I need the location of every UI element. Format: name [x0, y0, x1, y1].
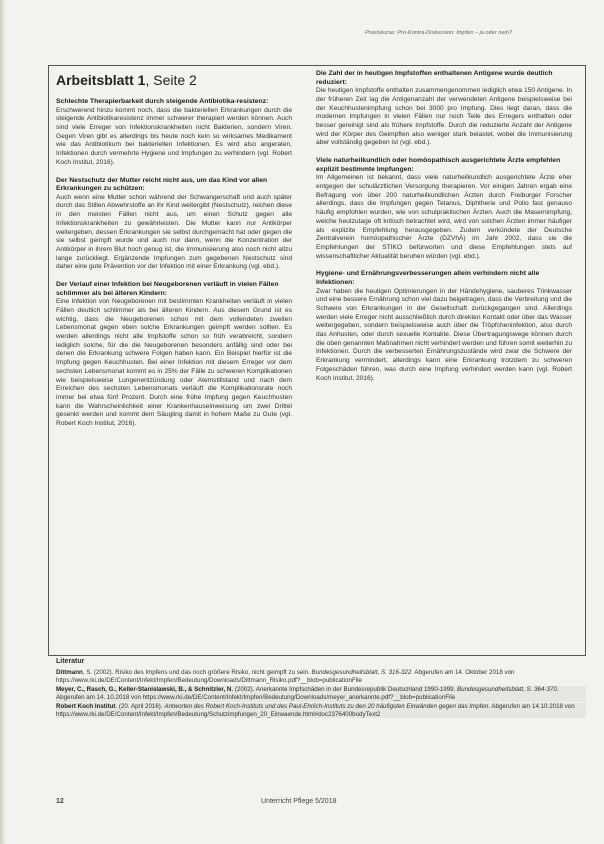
section-text: Erschwerend hinzu kommt noch, dass die bakteriellen Erkrankungen durch die steigende Antibiotikaresistenz immer schwerer therapiert werden können. Auch sind viele Erreger von Infektionskrankheiten nicht Bakterien, sondern Viren. Gegen Viren gibt es allerdings bis heute noch kein so wirksames Medikament wie das Antibiotikum bei bakteriellen Infektionen. Es wird also angeraten, Infektionen durch vermehrte Hygiene und Impfungen zu verhindern (vgl. Robert Koch Institut, 2016). — [56, 106, 292, 166]
reference-text: . (20. April 2016). — [115, 702, 165, 710]
reference-url: Abgerufen am 14. 10.2018 von https://www.rki.de/DE/Content/Infekt/Impfen/Bedeutung/Downloads/meyer_anerkannte.pdf?__blob=publicationFile — [56, 693, 456, 701]
reference-url: Abgerufen am 14.10.2018 von https://www.rki.de/DE/Content/Infekt/Impfen/Bedeutung/Schutzimpfungen_20_Einwaende.html#doc2376400bodyText2 — [56, 702, 575, 718]
reference-url: Abgerufen am 14. Oktober 2018 von https://www.rki.de/DE/Content/Infekt/Impfen/Bedeutung/Downloads/Dittmann_Risiko.pdf?__blob=publicationFile — [56, 669, 515, 684]
right-column — [316, 70, 572, 392]
reference-source: Bundesgesundheitsblatt, S. 316-322. — [311, 669, 413, 676]
reference-source: Bundesgesundheitsblatt, S. 364-370. — [457, 685, 559, 693]
running-head: Praxiskurse: Pro-Kontra-Diskussion: Impfen – ja oder nein? — [364, 30, 512, 36]
section-text: Auch wenn eine Mutter schon während der Schwangerschaft und auch später durch das Stillen Abwehrstoffe an ihr Kind weitergibt (Nestschutz), reichen diese in den meisten Fällen nicht aus, um einen Schutz gegen alle Infektionskrankheiten zu gewährleisten. Die Mutter kann nur Antikörper weitergeben, dessen Erkrankungen sie selbst durchgemacht hat oder gegen die sie selbst geimpft wurde und auch nur dann, wenn die Konzentration der Antikörper in ihrem Blut hoch genug ist, die Immunisierung also noch nicht allzu lange zurückliegt. Ergänzende Impfungen zum gegebenen Nestschutz sind daher eine gute Prävention vor der Infektion mit einer Erkrankung (vgl. ebd.). — [56, 193, 292, 271]
section-hygiene-nutrition — [316, 270, 572, 383]
literature-heading: Literatur — [56, 658, 85, 665]
section-heading: Hygiene- und Ernährungsverbesserungen allein verhindern nicht alle Infektionen: — [316, 270, 540, 286]
literature-section — [56, 658, 586, 719]
worksheet-title-main: Arbeitsblatt 1 — [56, 72, 146, 88]
section-text: Zwar haben die heutigen Optimierungen in der Händehygiene, sauberes Trinkwasser und eine bessere Ernährung schon viel dazu beigetragen, dass die Verbreitung und die Schwere von Erkrankungen in der Gesellschaft zurückgegangen sind. Allerdings werden viele Erreger nicht ausschließlich durch direkten Kontakt oder über das Wasser weitergegeben, sondern beispielsweise auch über die Tröpfcheninfektion, also durch das Anhusten, oder durch sexuelle Kontakte. Diese Übertragungswege können durch die oben genannten Maßnahmen nicht verhindert werden und führen somit weiterhin zu Infektionen. Durch die verbesserten Ernährungszustände wird zwar die Schwere der Erkrankung vermindert, allerdings kann eine Erkrankung trotzdem zu schweren Folgeschäden führen, was durch eine Impfung verhindert werden kann (vgl. Robert Koch Institut, 2016). — [316, 287, 572, 382]
section-newborn-infection — [56, 281, 292, 429]
section-heading: Der Verlauf einer Infektion bei Neugeborenen verläuft in vielen Fällen schlimmer als bei älteren Kindern: — [56, 281, 279, 297]
section-text: Eine Infektion von Neugeborenen mit bestimmten Krankheiten verläuft in vielen Fällen deutlich schlimmer als bei älteren Kindern. Aus diesem Grund ist es wichtig, dass die Neugeborenen schon mit dem vollendeten zweiten Lebensmonat gegen eben solche Erkrankungen geimpft werden sollten. Es werden allerdings nicht alle Impfstoffe schon so früh verabreicht, sondern lediglich solche, für die die Neugeborenen besonders anfällig sind oder bei denen die Erkrankung schwere Folgen haben kann. Ein Beispiel hierfür ist die Impfung gegen Keuchhusten. Bei einer Infektion mit diesem Erreger vor dem sechsten Lebensmonat kommt es in 25% der Fälle zu schweren Komplikationen wie beispielsweise Lungenentzündung oder Atemstillstand und nach dem Erreichen des sechsten Lebensmonats verläuft die Komplikationsrate noch immer bei etwa fünf Prozent. Durch eine frühe Impfung gegen Keuchhusten kann die Wahrscheinlichkeit einer Krankenhauseinweisung um zwei Drittel gesenkt werden und kommt dem Säugling damit in hohem Maße zu Gute (vgl. Robert Koch Institut, 2016). — [56, 298, 292, 428]
worksheet-title-sub: , Seite 2 — [145, 72, 197, 88]
section-heading: Viele naturheilkundlich oder homöopathisch ausgerichtete Ärzte empfehlen explizit bestimmte Impfungen: — [316, 157, 561, 173]
reference-text: , S. (2002). Risiko des Impfens und das noch größere Risiko, nicht geimpft zu sein. — [82, 669, 312, 676]
section-antigen-count — [316, 70, 572, 148]
reference-item — [56, 686, 586, 702]
page-number: 12 — [56, 798, 64, 805]
section-naturopathic-doctors — [316, 157, 572, 261]
reference-source: Antworten des Robert Koch-Instituts und des Paul-Ehrlich-Instituts zu den 20 häufigsten Einwänden gegen das Impfen. — [164, 702, 491, 710]
reference-authors: Robert Koch Institut — [56, 702, 116, 710]
reference-text: (2002). Anerkannte Impfschäden in der Bundesrepublik Deutschland 1990-1999. — [233, 685, 458, 693]
worksheet-title — [56, 72, 292, 88]
reference-item — [56, 669, 586, 685]
scan-edge-shadow — [0, 0, 6, 844]
section-text: Im Allgemeinen ist bekannt, dass viele naturheilkundlich ausgerichtete Ärzte eher entgegen der schulärztlichen Versorgung therapieren. Vor einigen Jahren ergab eine Befragung von über 200 naturheilkundlichen Ärzten durch Freiburger Forscher allerdings, dass die Impfungen gegen Tetanus, Diphtherie und Polio fast genauso häufig empfohlen wurden, wie von schulpraktischen Ärzten. Auch die Masernimpfung, welche heutzutage oft kritisch betrachtet wird, wird von solchen Ärzten immer häufiger als explizite Empfehlung herausgegeben. Zudem verkündete der Deutsche Zentralverein homöopathischer Ärzte (DZVhÄ) im Jahr 2002, dass sie die Empfehlungen der STIKO befürworten und diese Empfehlungen stets auf wissenschaftlicher Aktualität beruhen würden (vgl. ebd.). — [316, 174, 572, 260]
reference-item — [56, 703, 586, 719]
section-antibiotic-resistance — [56, 98, 292, 168]
reference-authors: Dittmann — [56, 669, 83, 676]
journal-issue: Unterricht Pflege 5/2018 — [261, 798, 337, 805]
reference-authors: Meyer, C., Rasch, G., Keller-Stanislawski, B., & Schnitzler, N. — [56, 685, 234, 693]
section-heading: Die Zahl der in heutigen Impfstoffen enthaltenen Antigene wurde deutlich reduziert: — [316, 70, 553, 86]
section-heading: Schlechte Therapierbarkeit durch steigende Antibiotika-resistenz: — [56, 98, 269, 105]
left-column — [56, 72, 292, 438]
section-text: Die heutigen Impfstoffe enthalten zusammengenommen lediglich etwa 150 Antigene. In der früheren Zeit lag die Antigenanzahl der verwendeten Antigene beispielsweise bei der Keuchhustenimpfung schon bei 3000 pro Impfung. Dies liegt daran, dass die modernen Impfungen in vielen Fällen nur noch Teile des Erregers enthalten oder besser gereinigt sind als frühere Impfstoffe. Durch die reduzierte Anzahl der Antigene wird der Körper des Geimpften also weniger stark belastet, wobei die Immunisierung aber vollständig gegeben ist (vgl. ebd.). — [316, 87, 572, 147]
section-heading: Der Nestschutz der Mutter reicht nicht aus, um das Kind vor allen Erkrankungen zu schützen: — [56, 176, 268, 193]
section-nest-protection — [56, 177, 292, 273]
